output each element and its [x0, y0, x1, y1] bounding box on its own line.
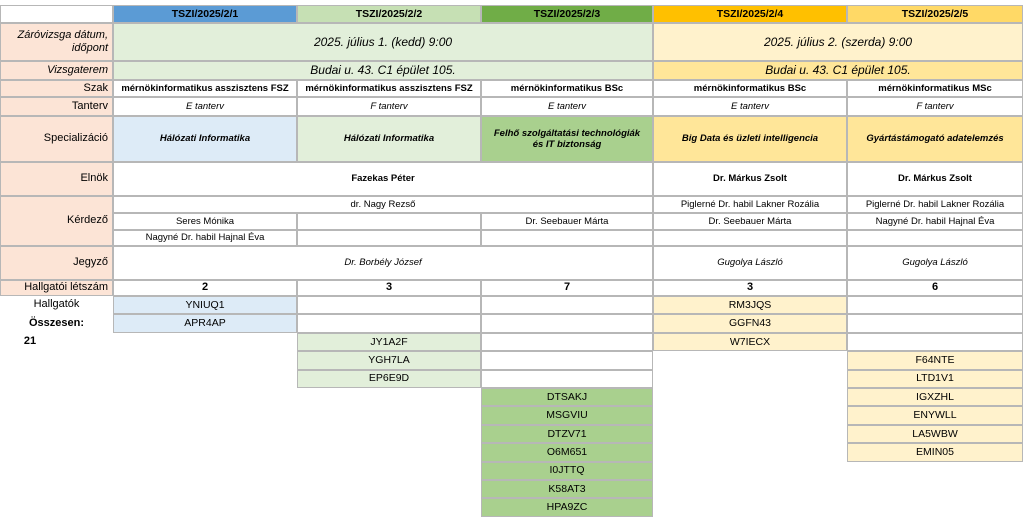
spec-3: Felhő szolgáltatási technológiák és IT biztonság	[481, 116, 653, 162]
kerdezo-hajnal-1: Nagyné Dr. habil Hajnal Éva	[113, 230, 297, 246]
tanterv-2: F tanterv	[297, 97, 481, 116]
student-empty-cell	[297, 296, 481, 314]
student-empty-cell	[847, 314, 1023, 332]
student-empty-cell	[481, 351, 653, 369]
kerdezo-hajnal-5: Nagyné Dr. habil Hajnal Éva	[847, 213, 1023, 230]
elnok-2: Dr. Márkus Zsolt	[653, 162, 847, 196]
room-1: Budai u. 43. C1 épület 105.	[113, 61, 653, 80]
kerdezo-lakner-4: Piglerné Dr. habil Lakner Rozália	[653, 196, 847, 213]
label-kerdezo: Kérdező	[0, 196, 113, 246]
student-code: YNIUQ1	[113, 296, 297, 314]
spec-1: Hálózati Informatika	[113, 116, 297, 162]
kerdezo-empty-r3-3	[481, 230, 653, 246]
student-code: RM3JQS	[653, 296, 847, 314]
student-code: DTSAKJ	[481, 388, 653, 406]
student-code: EMIN05	[847, 443, 1023, 461]
letszam-4: 3	[653, 280, 847, 296]
elnok-3: Dr. Márkus Zsolt	[847, 162, 1023, 196]
corner-cell	[0, 5, 113, 23]
student-code: APR4AP	[113, 314, 297, 332]
kerdezo-seebauer-4: Dr. Seebauer Márta	[653, 213, 847, 230]
student-code: EP6E9D	[297, 370, 481, 388]
szak-4: mérnökinformatikus BSc	[653, 80, 847, 97]
label-jegyzo: Jegyző	[0, 246, 113, 280]
header-group-1: TSZI/2025/2/1	[113, 5, 297, 23]
student-code: DTZV71	[481, 425, 653, 443]
jegyzo-3: Gugolya László	[847, 246, 1023, 280]
room-2: Budai u. 43. C1 épület 105.	[653, 61, 1023, 80]
student-code: I0JTTQ	[481, 462, 653, 480]
student-empty-cell	[481, 296, 653, 314]
szak-2: mérnökinformatikus asszisztens FSZ	[297, 80, 481, 97]
label-spec: Specializáció	[0, 116, 113, 162]
student-code: F64NTE	[847, 351, 1023, 369]
student-code: HPA9ZC	[481, 498, 653, 516]
letszam-3: 7	[481, 280, 653, 296]
student-code: LTD1V1	[847, 370, 1023, 388]
label-datum: Záróvizsga dátum, időpont	[0, 23, 113, 61]
label-terem: Vizsgaterem	[0, 61, 113, 80]
spec-2: Hálózati Informatika	[297, 116, 481, 162]
spec-5: Gyártástámogató adatelemzés	[847, 116, 1023, 162]
student-code: ENYWLL	[847, 406, 1023, 424]
tanterv-5: F tanterv	[847, 97, 1023, 116]
letszam-2: 3	[297, 280, 481, 296]
header-group-2: TSZI/2025/2/2	[297, 5, 481, 23]
student-code: YGH7LA	[297, 351, 481, 369]
student-code: GGFN43	[653, 314, 847, 332]
jegyzo-2: Gugolya László	[653, 246, 847, 280]
kerdezo-nagy-rezso: dr. Nagy Rezső	[113, 196, 653, 213]
student-code: W7IECX	[653, 333, 847, 351]
szak-5: mérnökinformatikus MSc	[847, 80, 1023, 97]
label-letszam: Hallgatói létszám	[0, 280, 113, 296]
kerdezo-lakner-5: Piglerné Dr. habil Lakner Rozália	[847, 196, 1023, 213]
kerdezo-empty-2	[297, 213, 481, 230]
letszam-1: 2	[113, 280, 297, 296]
student-empty-cell	[481, 333, 653, 351]
jegyzo-1: Dr. Borbély József	[113, 246, 653, 280]
header-group-5: TSZI/2025/2/5	[847, 5, 1023, 23]
student-empty-cell	[297, 314, 481, 332]
kerdezo-empty-r3-2	[297, 230, 481, 246]
spec-4: Big Data és üzleti intelligencia	[653, 116, 847, 162]
date-july-1: 2025. július 1. (kedd) 9:00	[113, 23, 653, 61]
student-code: LA5WBW	[847, 425, 1023, 443]
student-code: IGXZHL	[847, 388, 1023, 406]
label-osszesen: Összesen:	[28, 317, 85, 330]
student-code: MSGVIU	[481, 406, 653, 424]
label-tanterv: Tanterv	[0, 97, 113, 116]
szak-1: mérnökinformatikus asszisztens FSZ	[113, 80, 297, 97]
student-empty-cell	[481, 370, 653, 388]
student-code: JY1A2F	[297, 333, 481, 351]
szak-3: mérnökinformatikus BSc	[481, 80, 653, 97]
student-empty-cell	[847, 333, 1023, 351]
kerdezo-empty-r3-4	[653, 230, 847, 246]
label-szak: Szak	[0, 80, 113, 97]
student-code: K58AT3	[481, 480, 653, 498]
student-empty-cell	[481, 314, 653, 332]
kerdezo-empty-r3-5	[847, 230, 1023, 246]
letszam-5: 6	[847, 280, 1023, 296]
header-group-3: TSZI/2025/2/3	[481, 5, 653, 23]
tanterv-4: E tanterv	[653, 97, 847, 116]
student-empty-cell	[847, 296, 1023, 314]
tanterv-1: E tanterv	[113, 97, 297, 116]
kerdezo-seebauer-3: Dr. Seebauer Márta	[481, 213, 653, 230]
tanterv-3: E tanterv	[481, 97, 653, 116]
label-hallgatok: Hallgatók	[33, 298, 80, 311]
total-count: 21	[23, 335, 37, 348]
header-group-4: TSZI/2025/2/4	[653, 5, 847, 23]
student-code: O6M651	[481, 443, 653, 461]
kerdezo-seres: Seres Mónika	[113, 213, 297, 230]
label-elnok: Elnök	[0, 162, 113, 196]
date-july-2: 2025. július 2. (szerda) 9:00	[653, 23, 1023, 61]
elnok-1: Fazekas Péter	[113, 162, 653, 196]
